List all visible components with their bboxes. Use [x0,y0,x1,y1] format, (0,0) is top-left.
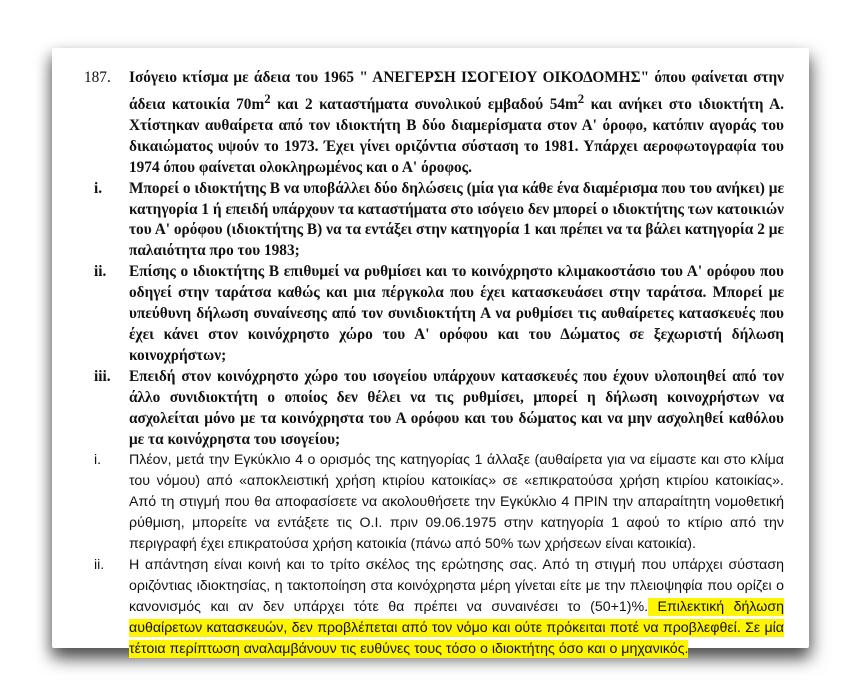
question-intro [129,68,784,179]
item-label: i. [94,179,103,197]
question-number: 187. [84,69,111,86]
item-text: Μπορεί ο ιδιοκτήτης Β να υποβάλλει δύο δηλώσεις (μία για κάθε ένα διαμέρισμα που του ανήκει) με κατηγορία 1 ή επειδή υπάρχουν τα καταστήματα στο ισόγειο δεν μπορεί ο ιδιοκτήτης των κατοικιών του Α' ορόφου (ιδιοκτήτης Β) να τα εντάξει στην κατηγορία 1 και πρέπει να τα βάλει κατηγορία 2 με παλαιότητα προ του 1983; [129,179,784,260]
superscript-2: 2 [577,91,585,106]
item-text: Πλέον, μετά την Εγκύκλιο 4 ο ορισμός της κατηγορίας 1 άλλαξε (αυθαίρετα για να είμαστε και στο κλίμα του νόμου) από «αποκλειστική χρήση κτιρίου κατοικίας» σε «επικρατούσα χρήση κτιρίου κατοικίας». Από τη στιγμή που θα αποφασίσετε να ακολουθήσετε την Εγκύκλιο 4 ΠΡΙΝ την απαραίτητη νομοθετική ρύθμιση, μπορείτε να εντάξετε τις Ο.Ι. πριν 09.06.1975 στην κατηγορία 1 αφού το κτίριο από την περιγραφή έχει επικρατούσα χρήση κατοικία (πάνω από 50% των χρήσεων είναι κατοικία). [129,452,784,553]
intro-text-part2: και 2 καταστήματα συνολικού εμβαδού 54m [270,96,578,113]
document-page [52,48,809,657]
item-label: ii. [94,263,107,281]
answer-item-i [84,450,784,555]
answer-item-ii [84,555,784,660]
item-text [129,555,784,660]
superscript-1: 2 [264,91,271,106]
intro-text-part1: Ισόγειο κτίσμα με άδεια του 1965 " ΑΝΕΓΕΡΣΗ ΙΣΟΓΕΙΟΥ ΟΙΚΟΔΟΜΗΣ" όπου φαίνεται στην άδεια κατοικία 70m [129,69,784,113]
document-content [84,68,784,659]
item-text: Επίσης ο ιδιοκτήτης Β επιθυμεί να ρυθμίσει και το κοινόχρηστο κλιμακοστάσιο του Α' ορόφου που οδηγεί στην ταράτσα καθώς και μια πέργκολα που έχει κατασκευάσει στην ταράτσα. Μπορεί με υπεύθυνη δήλωση συναίνεσης από τον συνιδιοκτήτη Α να ρυθμίσει τις αυθαίρετες κατασκευές που έχει κάνει στον κοινόχρηστο χώρο του Α' ορόφου και του Δώματος σε ξεχωριστή δήλωση κοινοχρήστων; [129,263,784,364]
item-label: ii. [94,556,105,573]
intro-text-part3: και ανήκει στο ιδιοκτήτη Α. Χτίστηκαν αυθαίρετα από τον ιδιοκτήτη Β δύο διαμερίσματα στον Α' όροφο, κατόπιν αγοράς του δικαιώματος υψούν το 1973. Έχει γίνει οριζόντια σύσταση το 1981. Υπάρχει αεροφωτογραφία του 1974 όπου φαίνεται ολοκληρωμένος και ο Α' όροφος. [129,96,784,176]
highlighted-text: Επιλεκτική δήλωση αυθαίρετων κατασκευών, δεν προβλέπεται από τον νόμο και ούτε πρόκειται ποτέ να προβλεφθεί. Σε μία τέτοια περίπτωση αναλαμβάνουν τις ευθύνες τους τόσο ο ιδιοκτήτης όσο και ο μηχανικός. [129,598,784,657]
item-label: i. [94,452,102,469]
question-paragraph [84,68,784,179]
item-label: iii. [94,367,111,385]
item-text: Επειδή στον κοινόχρηστο χώρο του ισογείου υπάρχουν κατασκευές που έχουν υλοποιηθεί από τον άλλο συνιδιοκτήτη ο οποίος δεν θέλει να τις ρυθμίσει, μπορεί η δήλωση κοινοχρήστων να ασχολείται μόνο με τα κοινόχρηστα του Α ορόφου και του δώματος και να μην ασχοληθεί καθόλου με τα κοινόχρηστα του ισογείου; [129,367,784,448]
question-item-iii [84,367,784,451]
question-item-ii [84,262,784,367]
answer-text-plain: Η απάντηση είναι κοινή και το τρίτο σκέλος της ερώτησης σας. Από τη στιγμή που υπάρχει σύσταση οριζόντιας ιδιοκτησίας, η τακτοποίηση στα κοινόχρηστα μέρη γίνεται είτε με την πλειοψηφία που ορίζει ο κανονισμός και αν δεν υπάρχει τότε θα πρέπει να συναινέσει το (50+1)%. [129,556,784,615]
question-item-i [84,179,784,263]
